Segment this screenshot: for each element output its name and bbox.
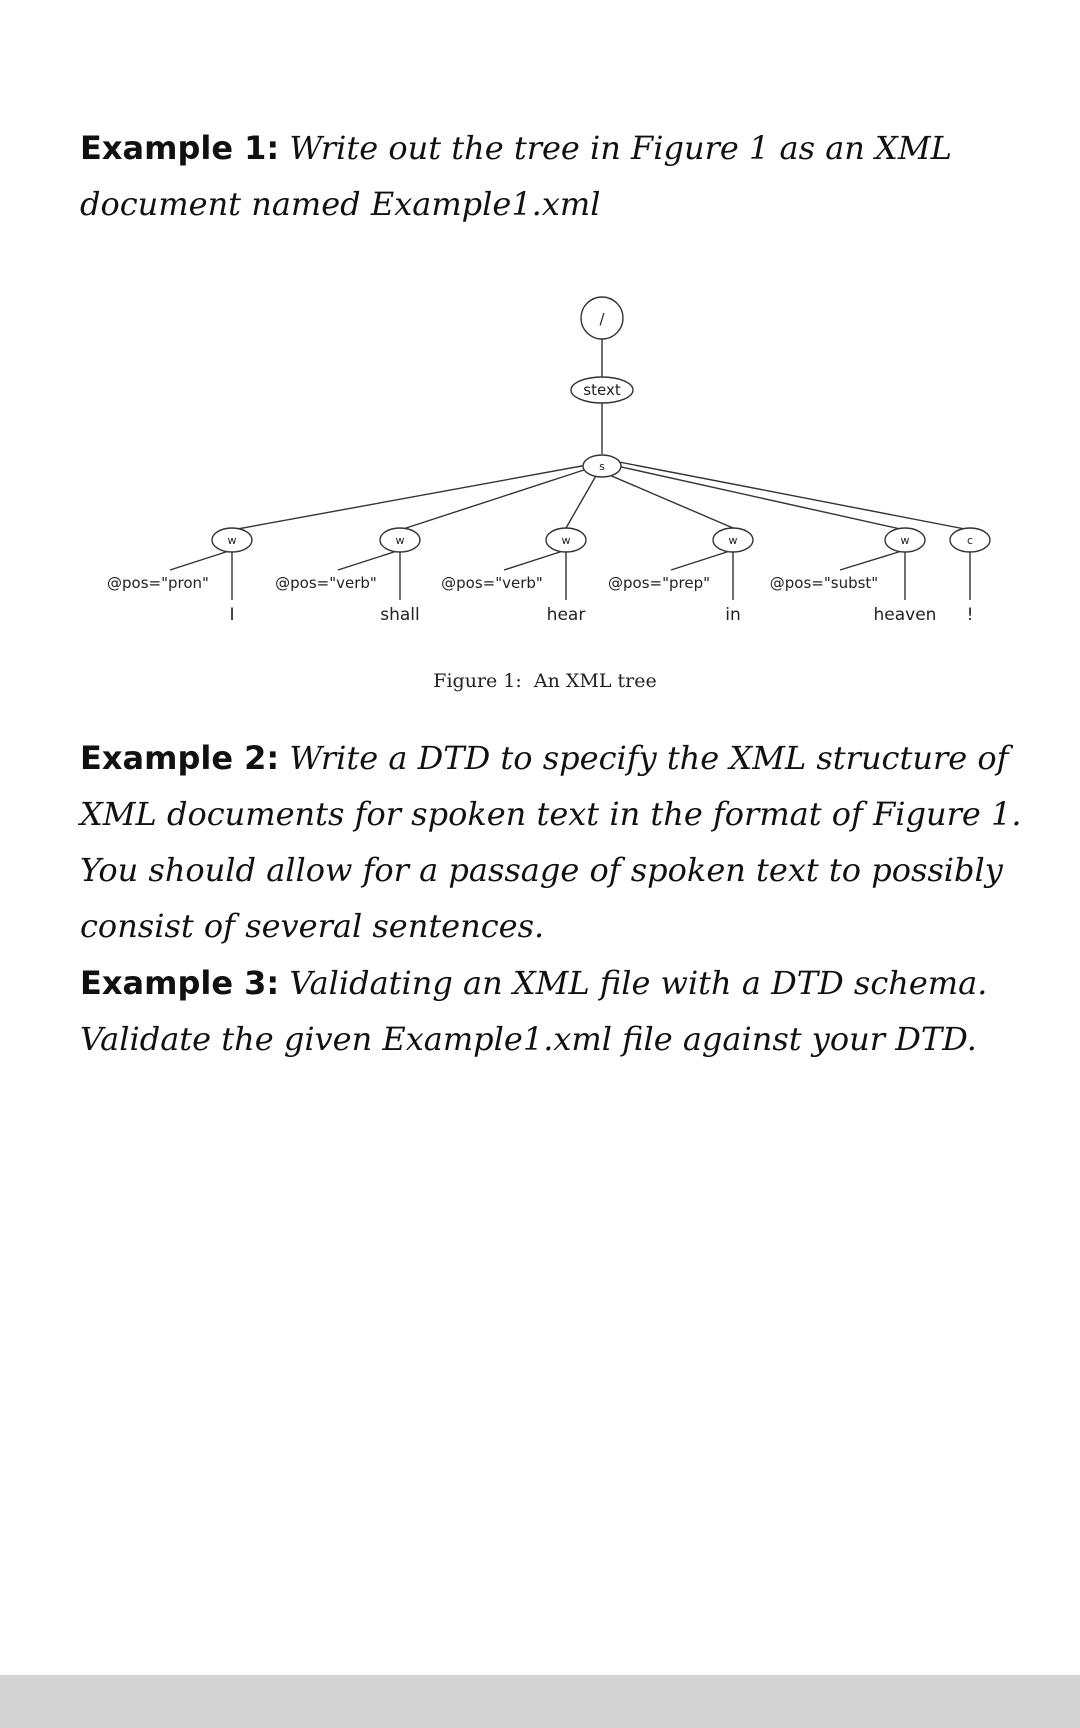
- example-3-paragraph: [80, 955, 1030, 1067]
- pos-attribute-label: @pos="pron": [107, 574, 209, 592]
- leaf-word: hear: [546, 605, 586, 625]
- w-node-label: w: [561, 534, 571, 547]
- pos-attribute-label: @pos="prep": [608, 574, 710, 592]
- root-node-label: /: [599, 310, 605, 328]
- example-3-label: Example 3:: [80, 964, 280, 1002]
- leaf-word: I: [229, 605, 235, 625]
- w-node-label: w: [227, 534, 237, 547]
- leaf-word: in: [725, 605, 741, 625]
- s-node-label: s: [599, 460, 605, 473]
- example-1-label: Example 1:: [80, 129, 280, 167]
- w-node-label: w: [900, 534, 910, 547]
- leaf-word: shall: [380, 605, 420, 625]
- leaf-word: !: [966, 605, 974, 625]
- example-1-text: Write out the tree in Figure 1 as an XML document named Example1.xml: [80, 129, 952, 223]
- figure-caption: Figure 1: An XML tree: [433, 670, 657, 692]
- c-node-label: c: [966, 534, 974, 547]
- example-1-paragraph: [80, 120, 1030, 232]
- example-2-text: Write a DTD to specify the XML structure of XML documents for spoken text in the format of Figure 1. You should allow for a passage of spoken text to possibly consist of several sentences.: [80, 739, 1022, 945]
- stext-node-label: stext: [583, 381, 621, 399]
- example-3-text: Validating an XML file with a DTD schema. Validate the given Example1.xml file against your DTD.: [80, 964, 988, 1058]
- leaf-word: heaven: [873, 605, 937, 625]
- xml-tree-figure: [0, 290, 1080, 700]
- w-node-label: w: [728, 534, 738, 547]
- pos-attribute-label: @pos="subst": [769, 574, 879, 592]
- pos-attribute-label: @pos="verb": [441, 574, 543, 592]
- pos-attribute-label: @pos="verb": [275, 574, 377, 592]
- example-2-label: Example 2:: [80, 739, 280, 777]
- bottom-bar: [0, 1675, 1080, 1728]
- w-node-label: w: [395, 534, 405, 547]
- example-2-paragraph: [80, 730, 1030, 954]
